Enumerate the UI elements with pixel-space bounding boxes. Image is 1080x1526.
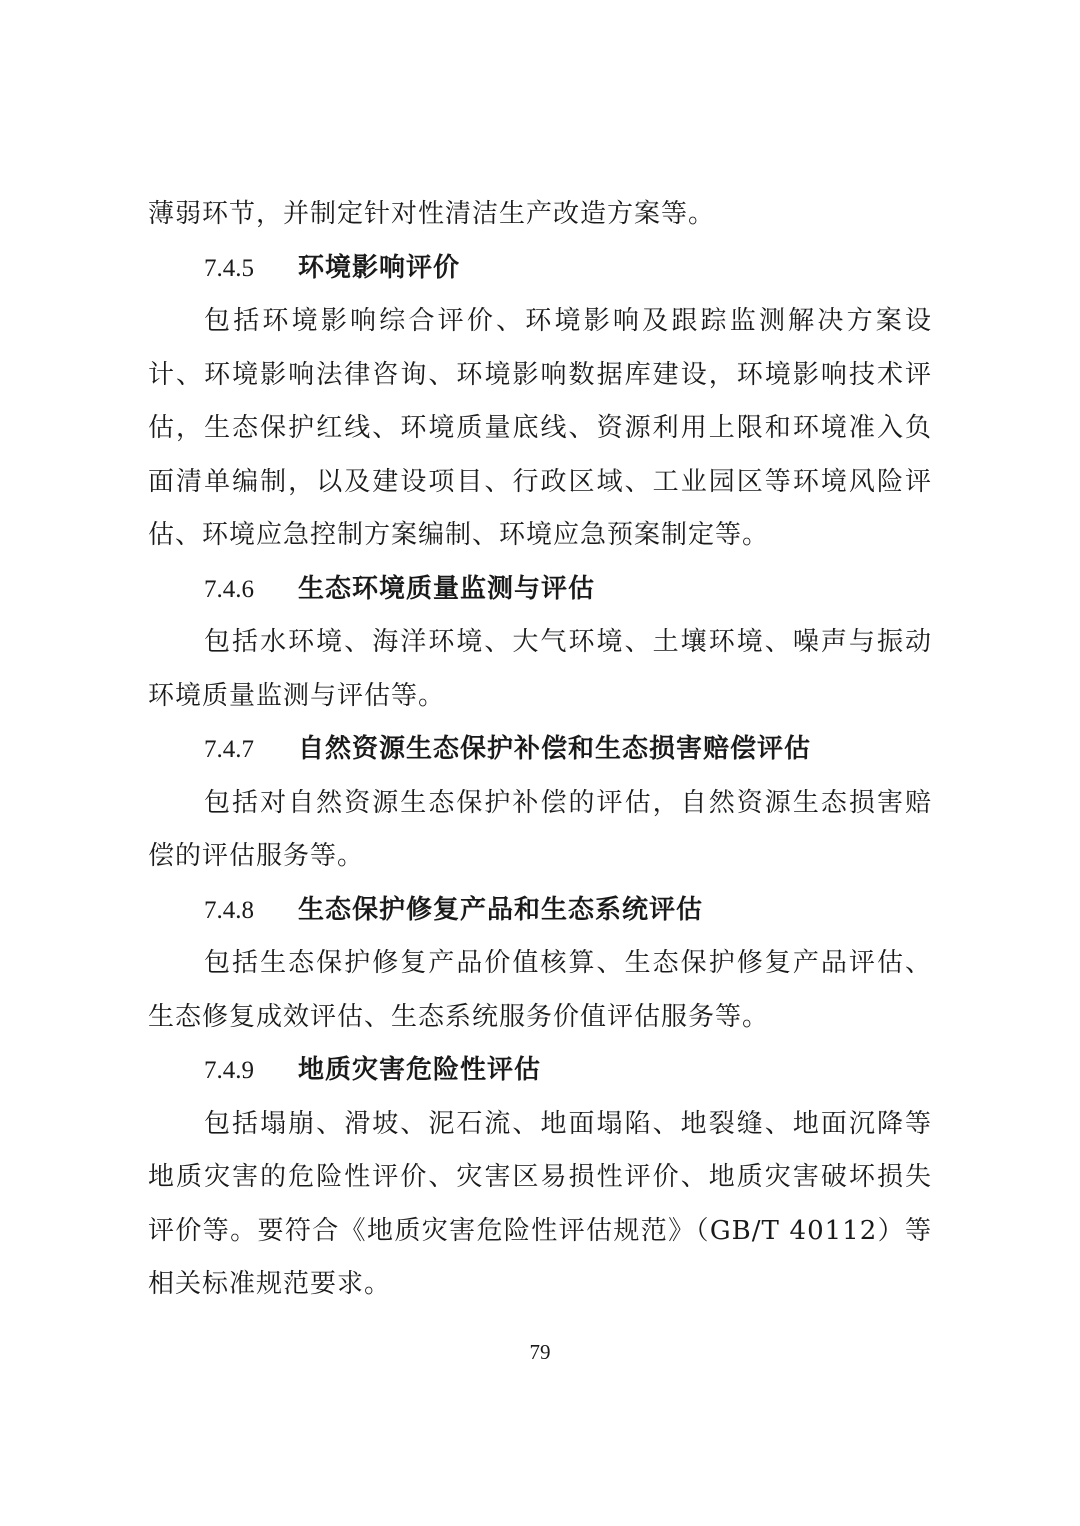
section-title: 自然资源生态保护补偿和生态损害赔偿评估: [298, 734, 812, 764]
section-title: 生态环境质量监测与评估: [298, 573, 596, 604]
section-number: 7.4.7: [204, 736, 254, 763]
paragraph-line: 计、环境影响法律咨询、环境影响数据库建设，环境影响技术评: [148, 359, 932, 390]
paragraph-line: 地质灾害的危险性评价、灾害区易损性评价、地质灾害破坏损失: [148, 1162, 932, 1192]
paragraph-line: 环境质量监测与评估等。: [148, 680, 446, 711]
section-heading: [148, 723, 932, 777]
paragraph-line: 偿的评估服务等。: [148, 841, 365, 871]
paragraph-line: 包括水环境、海洋环境、大气环境、土壤环境、噪声与振动: [204, 627, 932, 657]
paragraph-line: 面清单编制，以及建设项目、行政区域、工业园区等环境风险评: [148, 466, 932, 497]
paragraph-line: 包括塌崩、滑坡、泥石流、地面塌陷、地裂缝、地面沉降等: [204, 1108, 932, 1139]
section-number: 7.4.5: [204, 254, 254, 282]
section-heading: [148, 1044, 932, 1098]
document-body: [148, 188, 932, 1312]
section-title: 环境影响评价: [298, 252, 461, 283]
paragraph-line: 生态修复成效评估、生态系统服务价值评估服务等。: [148, 1001, 770, 1032]
paragraph-line: 估，生态保护红线、环境质量底线、资源利用上限和环境准入负: [148, 413, 932, 443]
section-title: 地质灾害危险性评估: [298, 1055, 542, 1085]
paragraph-line: 薄弱环节，并制定针对性清洁生产改造方案等。: [148, 199, 716, 229]
paragraph-line: 估、环境应急控制方案编制、环境应急预案制定等。: [148, 520, 770, 550]
section-heading: [148, 242, 932, 296]
section-number: 7.4.6: [204, 575, 254, 603]
page-number: 79: [529, 1340, 551, 1364]
section-heading: [148, 884, 932, 938]
paragraph-line: 包括环境影响综合评价、环境影响及跟踪监测解决方案设: [204, 306, 932, 336]
paragraph-line: 评价等。要符合《地质灾害危险性评估规范》（GB/T 40112）等: [148, 1215, 932, 1246]
section-number: 7.4.8: [204, 896, 254, 924]
paragraph-line: 包括生态保护修复产品价值核算、生态保护修复产品评估、: [204, 948, 932, 978]
section-title: 生态保护修复产品和生态系统评估: [298, 894, 704, 925]
section-number: 7.4.9: [204, 1057, 254, 1084]
section-heading: [148, 563, 932, 617]
paragraph-line: 包括对自然资源生态保护补偿的评估，自然资源生态损害赔: [204, 787, 932, 818]
paragraph-line: 相关标准规范要求。: [148, 1269, 392, 1299]
